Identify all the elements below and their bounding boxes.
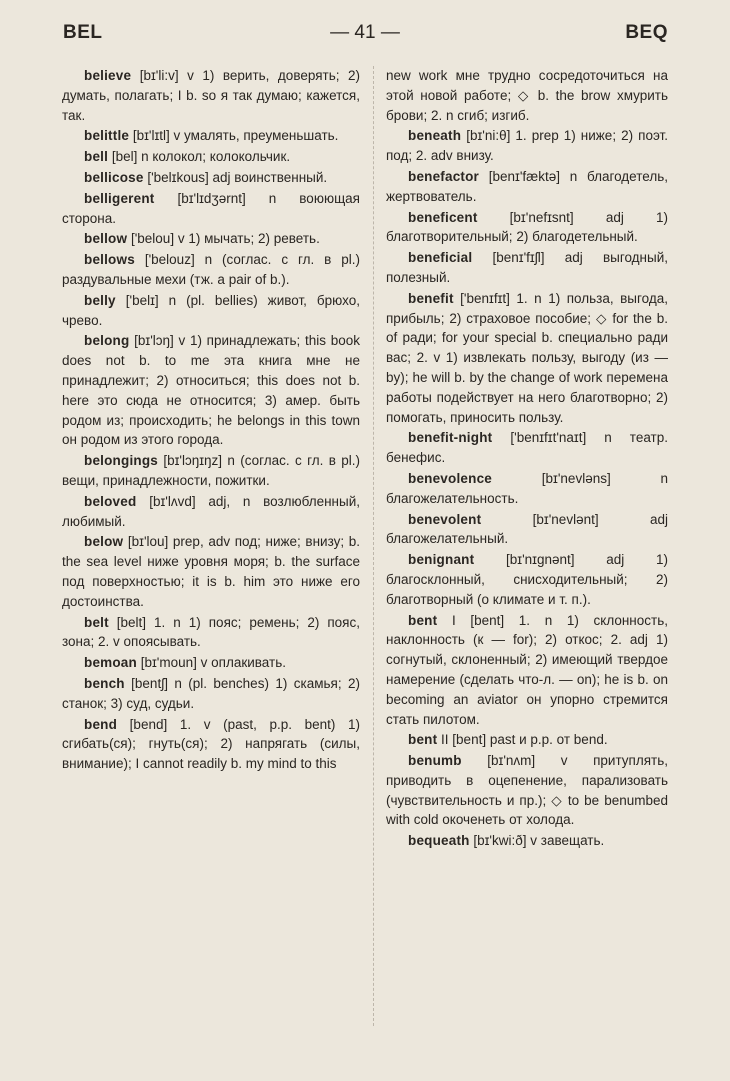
entry-definition: [bɪ'nʌm] v притуплять, приводить в оцепенение, парализовать (чувствительность и пр.); ◇ to be benumbed with cold окоченеть от холода. <box>386 753 668 828</box>
dictionary-entry <box>386 831 668 851</box>
entry-headword: benignant <box>408 552 475 568</box>
entry-headword: benevolence <box>408 470 492 486</box>
dictionary-entry <box>62 492 360 532</box>
entry-headword: bent <box>408 732 438 748</box>
entry-headword: belligerent <box>84 190 155 206</box>
entry-headword: bemoan <box>84 655 137 671</box>
entry-headword: belt <box>84 614 109 630</box>
dictionary-entry <box>62 715 360 774</box>
entry-definition: ['belɪ] n (pl. bellies) живот, брюхо, чрево. <box>62 292 360 328</box>
entry-definition: [bɪ'nevlənt] adj благожелательный. <box>386 511 668 547</box>
entry-headword: bend <box>84 716 118 732</box>
entry-definition: ['benɪfɪt] 1. n 1) польза, выгода, прибыль; 2) страховое пособие; ◇ for the b. of ради; for your special b. специально ради вас; 2. v 1) извлекать пользу, выгоду (из — by); he will b. by the change of work перемена работы подействует на него благотворно; 2) помогать, приносить пользу. <box>386 290 668 425</box>
entry-headword: bequeath <box>408 833 470 849</box>
dictionary-entry <box>62 532 360 611</box>
entry-definition: [bend] 1. v (past, p.p. bent) 1) сгибать(ся); гнуть(ся); 2) напрягать (силы, внимание); I cannot readily b. my mind to this <box>62 716 360 772</box>
entry-definition: [bɪ'nɪgnənt] adj 1) благосклонный, снисходительный; 2) благотворный (о климате и т. п.). <box>386 552 668 607</box>
dictionary-entry <box>62 250 360 290</box>
entry-definition: [bɪ'lʌvd] adj, n возлюбленный, любимый. <box>62 493 360 529</box>
dictionary-entry <box>62 168 360 188</box>
dictionary-entry <box>386 208 668 248</box>
entry-headword: benevolent <box>408 511 482 527</box>
entry-headword: bellicose <box>84 169 144 185</box>
entry-headword: bellow <box>84 231 128 247</box>
entry-definition: [bɪ'moun] v оплакивать. <box>136 655 286 671</box>
entry-headword: beloved <box>84 493 137 509</box>
dictionary-entry <box>386 611 668 730</box>
dictionary-entry <box>62 147 360 167</box>
dictionary-entry <box>386 248 668 288</box>
entry-definition: [bɪ'lɔŋ] v 1) принадлежать; this book does not b. to me эта книга мне не принадлежит; 2) относиться; this does not b. here это сюда не относится; 3) амер. быть родом из; происходить; he belongs in this town он родом из этого города. <box>62 333 360 448</box>
entry-headword: benefit-night <box>408 430 493 446</box>
page-header <box>0 22 730 52</box>
dictionary-entry <box>386 510 668 550</box>
entry-headword: benumb <box>408 753 462 769</box>
dictionary-entry <box>386 751 668 830</box>
dictionary-entry <box>386 289 668 428</box>
entry-definition: [bɪ'ni:θ] 1. prep 1) ниже; 2) поэт. под; 2. adv внизу. <box>386 128 668 164</box>
entry-definition: [bɪ'lɪtl] v умалять, преуменьшать. <box>129 128 339 144</box>
entry-headword: beneficial <box>408 250 473 266</box>
entry-definition: new work мне трудно сосредоточиться на этой новой работе; ◇ b. the brow хмурить брови; 2. n сгиб; изгиб. <box>386 68 668 123</box>
column-divider <box>373 66 375 1026</box>
entry-definition: [bɪ'nevləns] n благожелательность. <box>386 470 668 506</box>
entry-definition: ['benɪfɪt'naɪt] n театр. бенефис. <box>386 430 668 466</box>
entry-headword: bell <box>84 149 109 165</box>
guide-word-right: BEQ <box>625 22 668 43</box>
entry-definition: [bentʃ] n (pl. benches) 1) скамья; 2) станок; 3) суд, судьи. <box>62 675 360 711</box>
dictionary-entry <box>386 469 668 509</box>
entry-definition: ['belɪkous] adj воинственный. <box>143 169 328 185</box>
dictionary-entry <box>62 331 360 450</box>
entry-headword: belongings <box>84 453 158 469</box>
dictionary-entry <box>62 291 360 331</box>
entry-definition: [benɪ'fɪʃl] adj выгодный, полезный. <box>386 250 668 285</box>
entry-definition: [bɪ'lou] prep, adv под; ниже; внизу; b. the sea level ниже уровня моря; b. the surface под поверхностью; it is b. him это ниже его достоинства. <box>62 534 360 609</box>
dictionary-entry <box>386 428 668 468</box>
dictionary-entry <box>62 451 360 491</box>
entry-headword: belong <box>84 333 130 349</box>
entry-headword: believe <box>84 68 132 83</box>
entry-headword: belittle <box>84 128 130 144</box>
entry-definition: [bɪ'kwi:ð] v завещать. <box>469 833 605 849</box>
entry-headword: benefactor <box>408 168 480 184</box>
entry-headword: bent <box>408 612 438 628</box>
entry-headword: bench <box>84 675 125 691</box>
entry-definition: [bel] n колокол; колокольчик. <box>108 149 291 165</box>
entry-headword: benefit <box>408 290 454 306</box>
dictionary-entry <box>386 167 668 207</box>
entry-headword: beneath <box>408 128 462 144</box>
dictionary-entry <box>62 66 360 125</box>
entry-definition: [benɪ'fæktə] n благодетель, жертвователь. <box>386 168 668 204</box>
page-number: — 41 — <box>330 22 400 43</box>
entry-definition: [belt] 1. n 1) пояс; ремень; 2) пояс, зона; 2. v опоясывать. <box>62 614 360 650</box>
entry-definition: I [bent] 1. n 1) склонность, наклонность (к — for); 2) откос; 2. adj 1) согнутый, склоненный; 2) имеющий твердое намерение (сделать что-л. — on); he is b. on becoming an aviator он упорно стремится стать пилотом. <box>386 612 668 727</box>
entry-definition: [bɪ'lɪdʒərnt] n воюющая сторона. <box>62 190 360 226</box>
dictionary-entry <box>62 674 360 714</box>
dictionary-entry <box>62 229 360 249</box>
entry-definition: II [bent] past и p.p. от bend. <box>437 732 608 748</box>
entry-definition: ['belouz] n (соглас. с гл. в pl.) раздувальные мехи (тж. a pair of b.). <box>62 252 360 287</box>
entry-headword: belly <box>84 292 116 308</box>
left-column <box>62 66 360 775</box>
entry-definition: [bɪ'lɔŋɪŋz] n (соглас. с гл. в pl.) вещи, принадлежности, пожитки. <box>62 453 360 488</box>
dictionary-entry <box>62 126 360 146</box>
dictionary-entry <box>386 730 668 750</box>
dictionary-entry <box>62 613 360 653</box>
dictionary-entry <box>62 189 360 229</box>
dictionary-entry <box>386 126 668 166</box>
right-column <box>386 66 668 852</box>
entry-headword: beneficent <box>408 209 478 225</box>
dictionary-entry <box>386 550 668 609</box>
entry-definition: [bɪ'nefɪsnt] adj 1) благотворительный; 2) благодетельный. <box>386 209 668 245</box>
entry-definition: ['belou] v 1) мычать; 2) реветь. <box>127 231 320 247</box>
entry-headword: below <box>84 534 124 550</box>
entry-definition: [bɪ'li:v] v 1) верить, доверять; 2) думать, полагать; I b. so я так думаю; кажется, так. <box>62 68 360 123</box>
entry-headword: bellows <box>84 252 135 268</box>
dictionary-entry <box>386 66 668 125</box>
dictionary-entry <box>62 653 360 673</box>
guide-word-left: BEL <box>63 22 103 43</box>
